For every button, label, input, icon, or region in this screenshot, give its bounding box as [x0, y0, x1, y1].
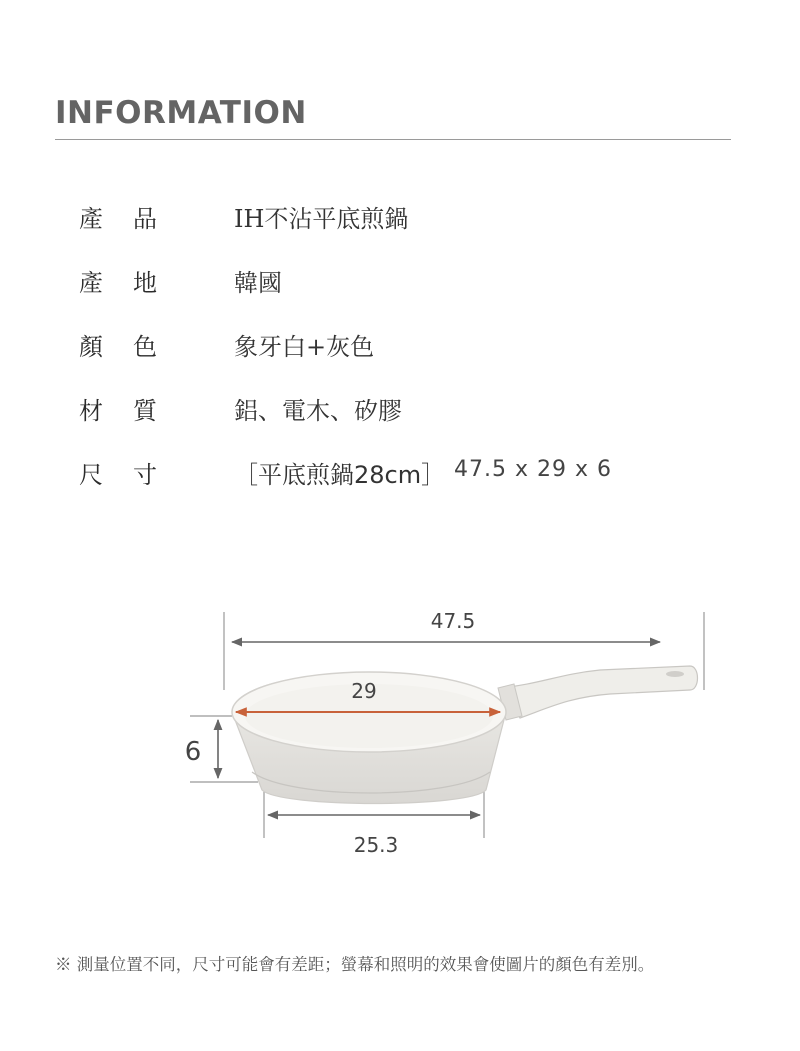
length-label: 47.5 [430, 609, 476, 633]
spec-value: 鋁、電木、矽膠 [234, 397, 402, 425]
spec-value: 韓國 [234, 269, 282, 297]
spec-row-size [0, 455, 800, 495]
base-label: 25.3 [353, 833, 399, 857]
pan-handle [498, 666, 698, 720]
spec-label: 產地 [79, 269, 187, 297]
title-divider [55, 139, 731, 140]
spec-label: 尺寸 [79, 461, 187, 489]
spec-label: 產品 [79, 205, 187, 233]
spec-value: IH不沾平底煎鍋 [234, 205, 409, 233]
disclaimer-note: ※ 測量位置不同，尺寸可能會有差距；螢幕和照明的效果會使圖片的顏色有差別。 [55, 955, 655, 974]
pan-dimension-diagram [0, 590, 800, 870]
spec-row-color [0, 327, 800, 367]
spec-row-origin [0, 263, 800, 303]
spec-label: 材質 [79, 397, 187, 425]
spec-row-product [0, 199, 800, 239]
section-title: INFORMATION [55, 95, 307, 131]
height-label: 6 [184, 737, 202, 767]
spec-label: 顏色 [79, 333, 187, 361]
diameter-label: 29 [351, 679, 377, 703]
spec-row-material [0, 391, 800, 431]
spec-value: 象牙白+灰色 [234, 333, 375, 361]
spec-dimensions: 47.5 x 29 x 6 [454, 457, 612, 482]
spec-value: ［平底煎鍋28cm］ [234, 461, 446, 489]
